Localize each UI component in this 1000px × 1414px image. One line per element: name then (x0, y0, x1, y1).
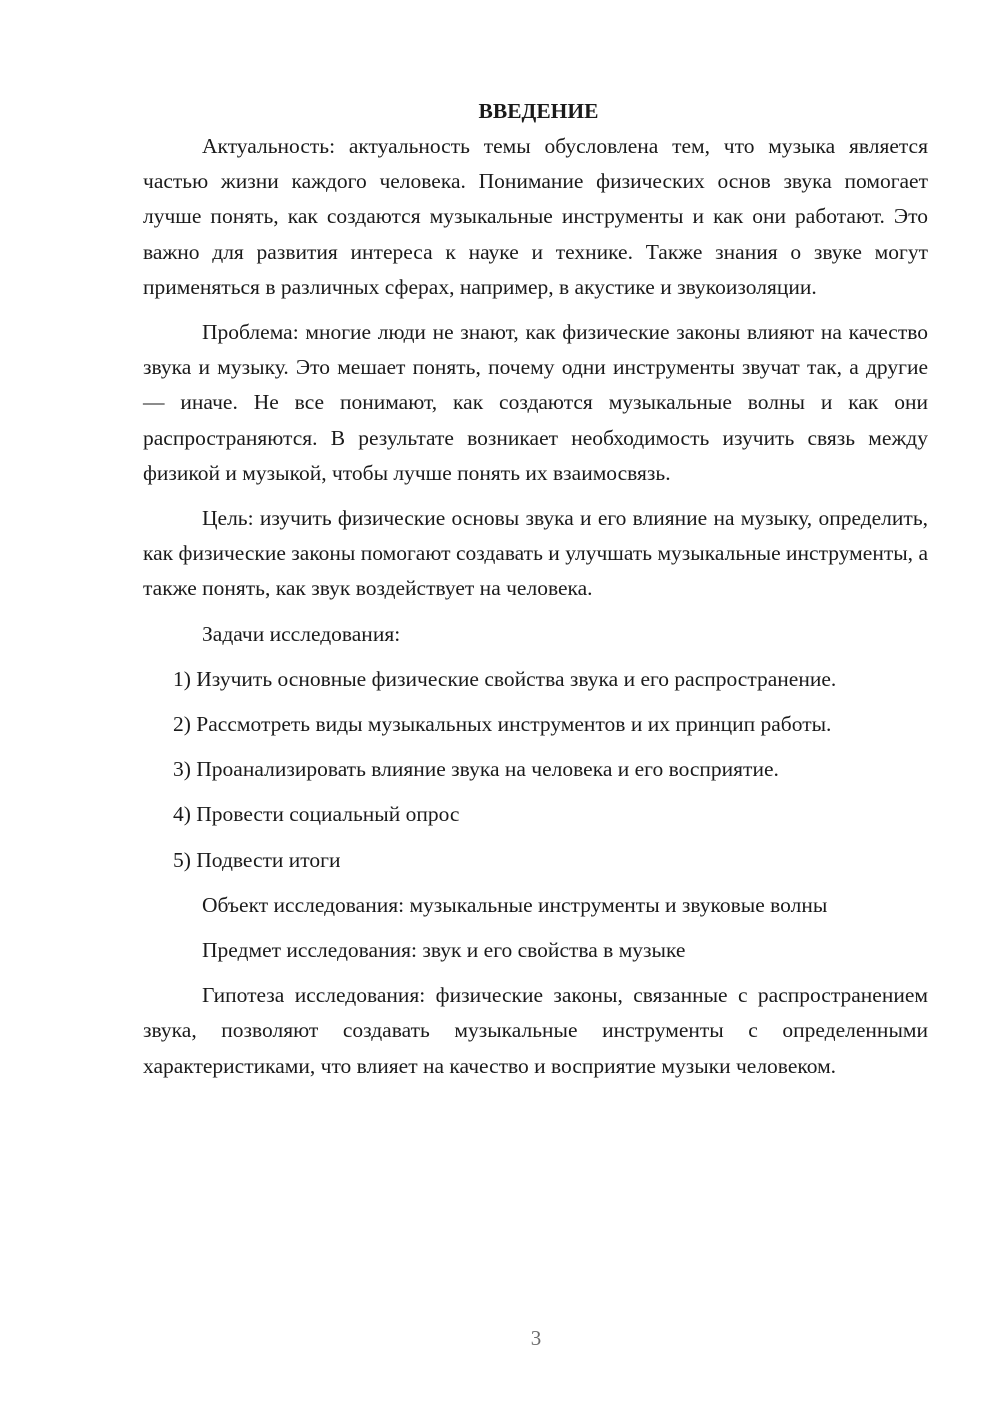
section-heading: ВВЕДЕНИЕ (478, 99, 599, 123)
task-item-3: 3) Проанализировать влияние звука на человека и его восприятие. (173, 757, 779, 782)
page-number: 3 (530, 1326, 542, 1350)
tasks-heading: Задачи исследования: (202, 621, 401, 646)
research-subject: Предмет исследования: звук и его свойства в музыке (202, 938, 686, 963)
task-item-2: 2) Рассмотреть виды музыкальных инструментов и их принцип работы. (173, 712, 832, 737)
relevance-paragraph: Актуальность: актуальность темы обусловлена тем, что музыка является частью жизни каждого человека. Понимание физических основ звука помогает лучше понять, как создаются музыкальные инструменты и как они работают. Это важно для развития интереса к науке и технике. Также знания о звуке могут применяться в различных сферах, например, в акустике и звукоизоляции. (143, 134, 928, 299)
problem-paragraph: Проблема: многие люди не знают, как физические законы влияют на качество звука и музыку. Это мешает понять, почему одни инструменты звучат так, а другие — иначе. Не все понимают, как создаются музыкальные волны и как они распространяются. В результате возникает необходимость изучить связь между физикой и музыкой, чтобы лучше понять их взаимосвязь. (143, 320, 928, 485)
task-item-1: 1) Изучить основные физические свойства звука и его распространение. (173, 666, 837, 691)
goal-paragraph: Цель: изучить физические основы звука и его влияние на музыку, определить, как физические законы помогают создавать и улучшать музыкальные инструменты, а также понять, как звук воздействует на человека. (143, 506, 928, 601)
task-item-5: 5) Подвести итоги (173, 847, 341, 872)
document-page (143, 92, 928, 1094)
hypothesis-paragraph: Гипотеза исследования: физические законы, связанные с распространением звука, позволяют создавать музыкальные инструменты с определенными характеристиками, что влияет на качество и восприятие музыки человеком. (143, 983, 928, 1078)
task-item-4: 4) Провести социальный опрос (173, 802, 460, 827)
research-object: Объект исследования: музыкальные инструменты и звуковые волны (202, 892, 828, 917)
